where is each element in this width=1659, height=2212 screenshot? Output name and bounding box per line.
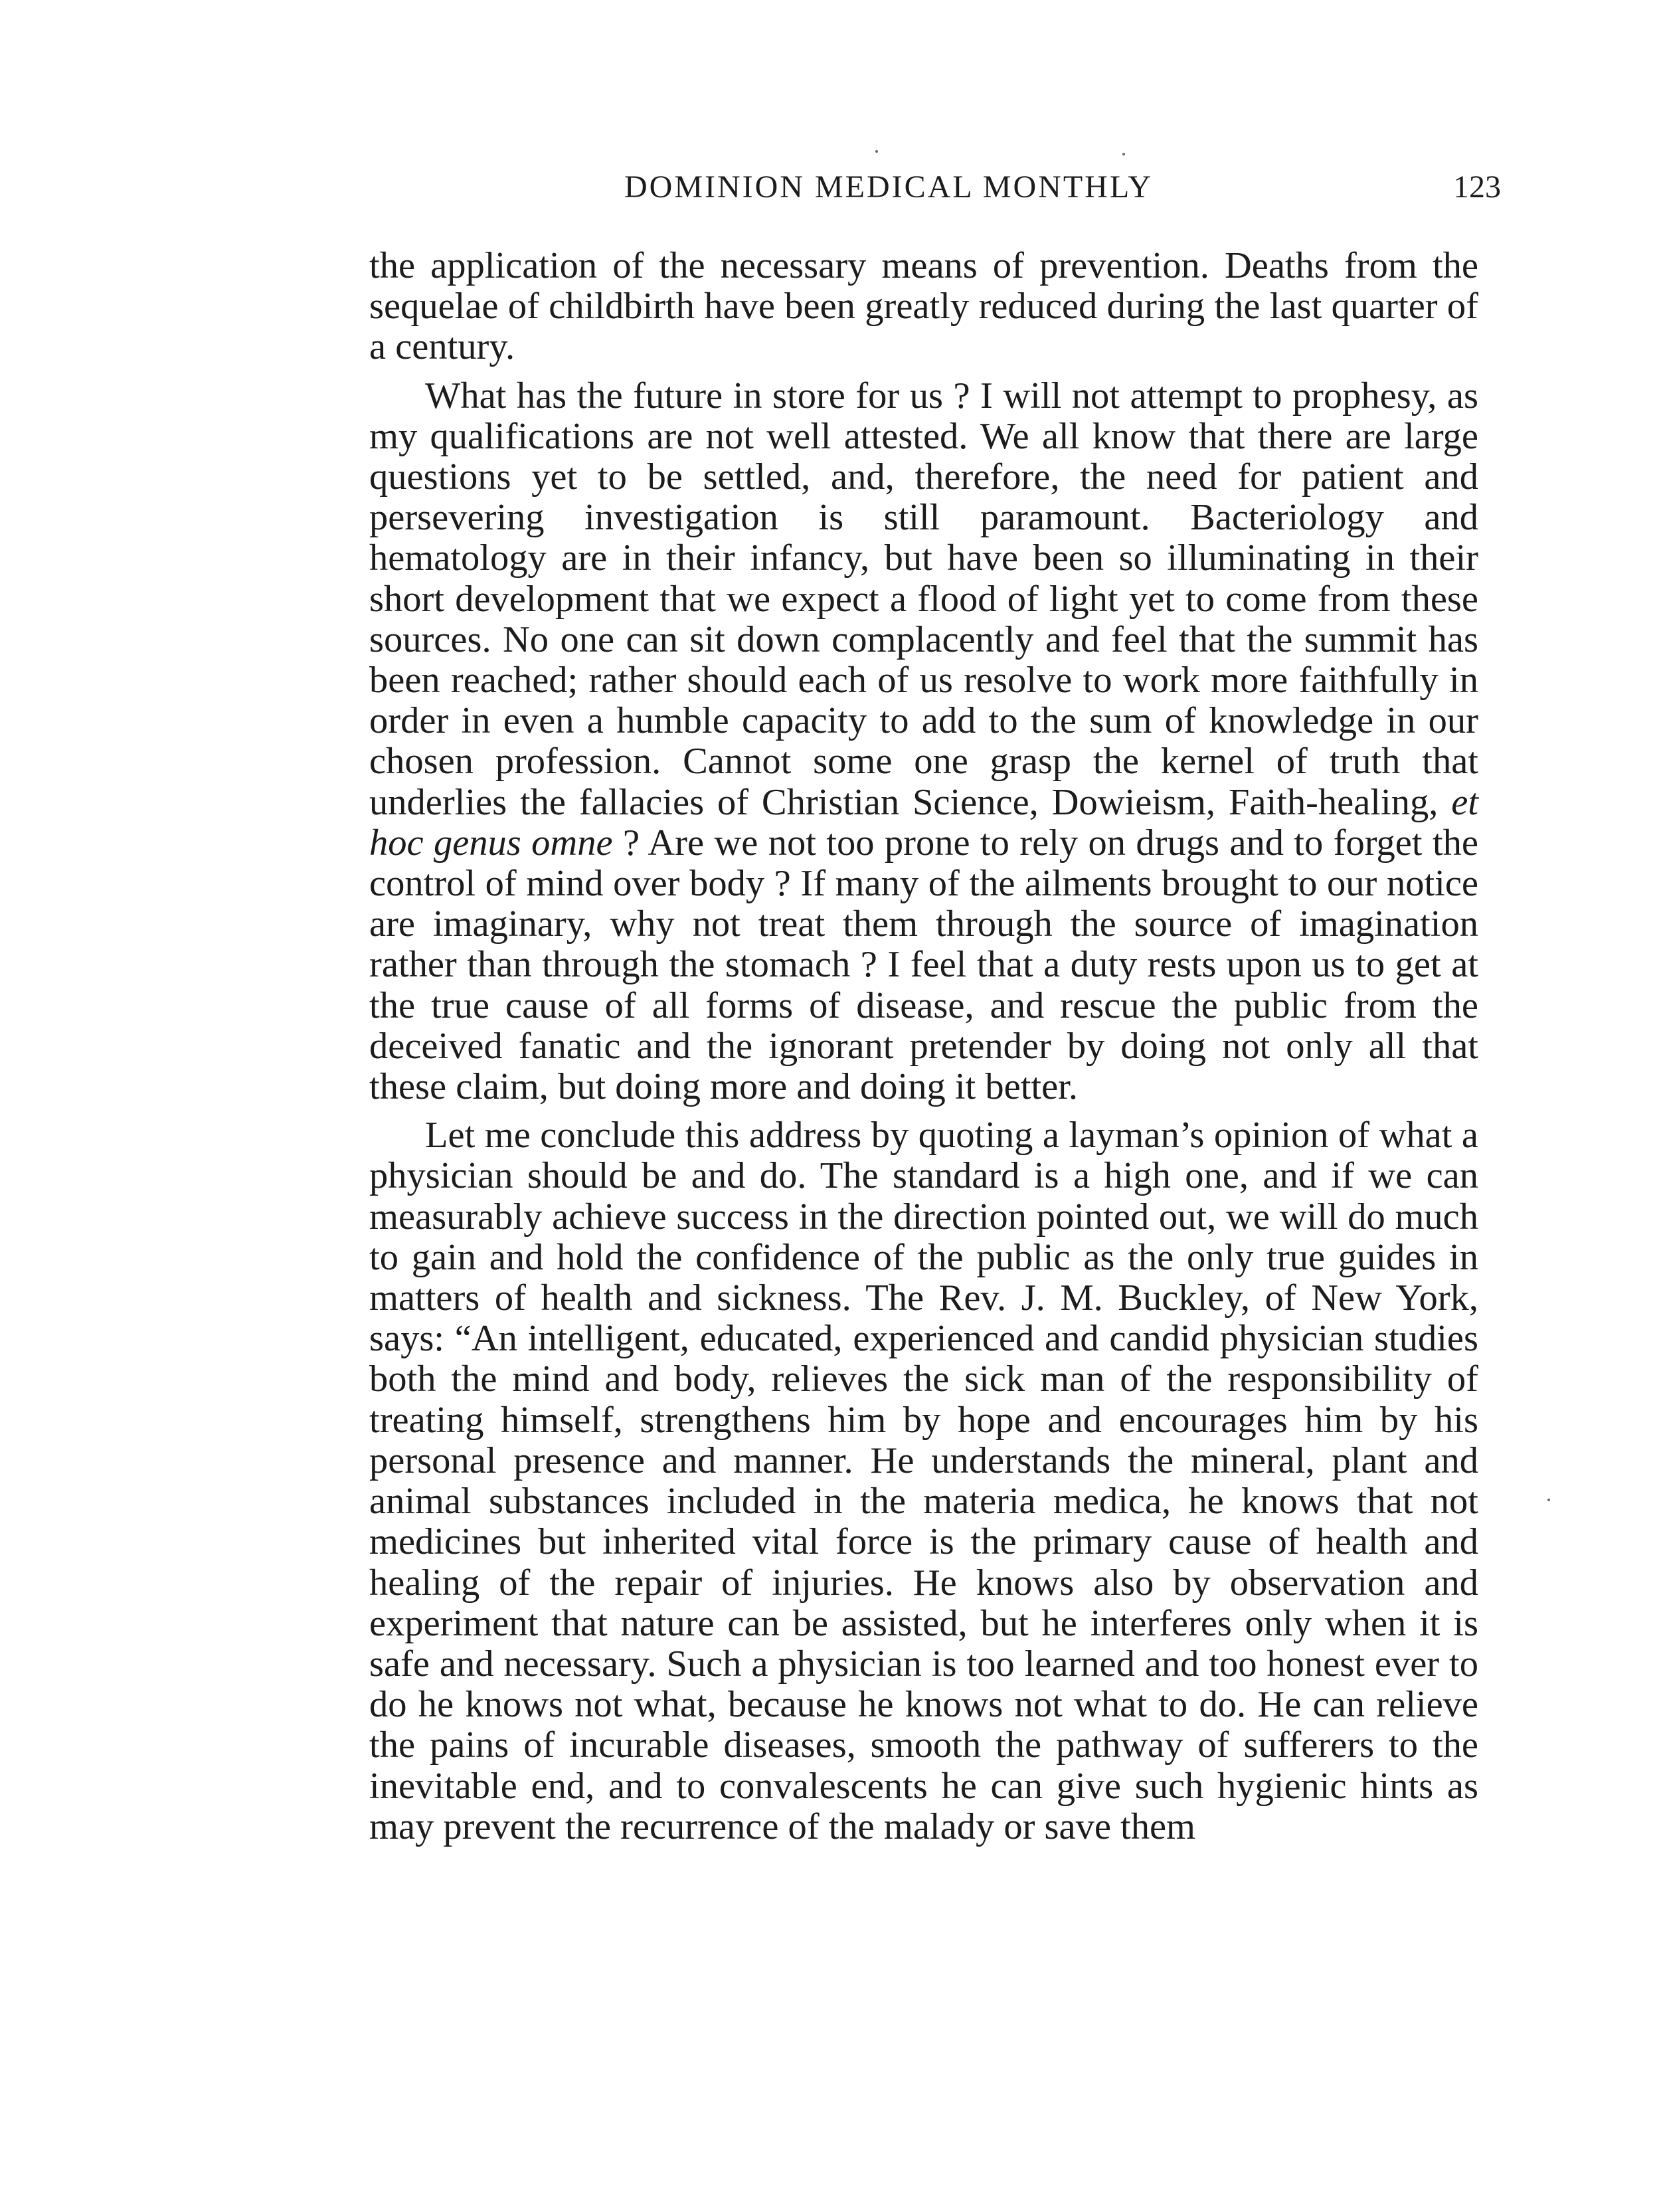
italic-phrase: et hoc genus omne: [369, 781, 1478, 864]
text-run: the application of the necessary means of prevention. Deaths from the sequelae of childbirth have been greatly reduced during the last quarter of a century.: [369, 245, 1478, 368]
print-speck: [1547, 1499, 1550, 1501]
print-speck: [875, 150, 878, 153]
page-number: 123: [1453, 169, 1501, 205]
paragraph: [369, 376, 1478, 1108]
running-title: DOMINION MEDICAL MONTHLY: [624, 169, 1154, 205]
article-body: [369, 246, 1478, 1847]
text-run: ? Are we not too prone to rely on drugs and to forget the control of mind over body ? If many of the ailments brought to our notice are imaginary, why not treat them through the source of imagination rather than through the stomach ? I feel that a duty rests upon us to get at the true cause of all forms of disease, and rescue the public from the deceived fanatic and the ignorant pretender by doing not only all that these claim, but doing more and doing it better.: [369, 822, 1478, 1108]
paragraph: [369, 1115, 1478, 1847]
text-run: Let me conclude this address by quoting a layman’s opinion of what a physician should be and do. The standard is a high one, and if we can measurably achieve success in the direction pointed out, we will do much to gain and hold the confidence of the public as the only true guides in matters of health and sickness. The Rev. J. M. Buckley, of New York, says: “An intelligent, educated, experienced and candid physician studies both the mind and body, relieves the sick man of the responsibility of treating himself, strengthens him by hope and encourages him by his personal presence and manner. He understands the mineral, plant and animal substances included in the materia medica, he knows that not medicines but inherited vital force is the primary cause of health and healing of the repair of injuries. He knows also by observation and experiment that nature can be assisted, but he interferes only when it is safe and necessary. Such a physician is too learned and too honest ever to do he knows not what, because he knows not what to do. He can relieve the pains of incurable diseases, smooth the pathway of sufferers to the inevitable end, and to convalescents he can give such hygienic hints as may prevent the recurrence of the malady or save them: [369, 1115, 1478, 1847]
print-speck: [1122, 153, 1125, 155]
text-run: What has the future in store for us ? I will not attempt to prophesy, as my qualifications are not well attested. We all know that there are large questions yet to be settled, and, therefore, the need for patient and persevering investigation is still paramount. Bacteriology and hematology are in their infancy, but have been so illuminating in their short development that we expect a flood of light yet to come from these sources. No one can sit down complacently and feel that the summit has been reached; rather should each of us resolve to work more faithfully in order in even a humble capacity to add to the sum of knowledge in our chosen profession. Cannot some one grasp the kernel of truth that underlies the fallacies of Christian Science, Dowieism, Faith-healing,: [369, 375, 1478, 823]
paragraph: [369, 246, 1478, 368]
